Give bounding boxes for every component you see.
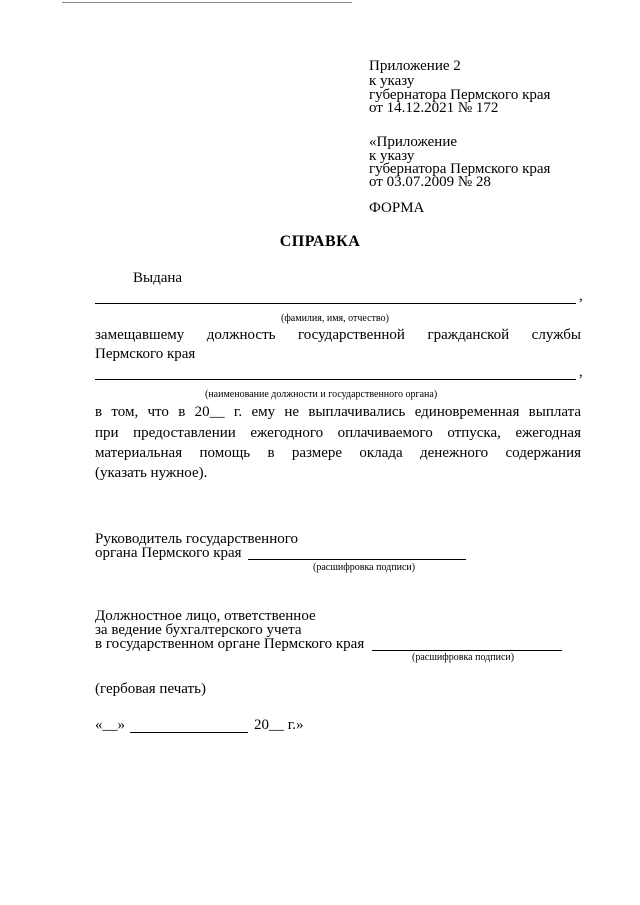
fio-fill-line[interactable] — [95, 303, 576, 304]
quote-header-appendix: «Приложение — [369, 134, 458, 150]
date-month-line[interactable] — [130, 732, 248, 733]
para2-line1: в том, что в 20__ г. ему не выплачивались единовременная выплата — [95, 404, 581, 420]
official-sign-line3: в государственном органе Пермского края — [95, 636, 365, 652]
seal-label: (гербовая печать) — [95, 681, 206, 697]
para2-line2: при предоставлении ежегодного оплачиваемого отпуска, ежегодная — [95, 425, 581, 441]
official-signature-line[interactable] — [372, 650, 562, 651]
header-date: от 14.12.2021 № 172 — [369, 100, 499, 116]
para1-line2: Пермского края — [95, 346, 196, 362]
official-sign-line1: Должностное лицо, ответственное — [95, 608, 316, 624]
quote-header-to-decree: к указу — [369, 148, 415, 164]
issued-label: Выдана — [133, 270, 183, 286]
para2-line3: материальная помощь в размере оклада денежного содержания — [95, 445, 581, 461]
official-sign-caption: (расшифровка подписи) — [412, 652, 515, 663]
head-signature-line[interactable] — [248, 559, 466, 560]
head-sign-line1: Руководитель государственного — [95, 531, 299, 547]
fio-comma: , — [579, 288, 583, 304]
document-title: СПРАВКА — [279, 233, 361, 250]
date-day: «__» — [95, 717, 125, 733]
quote-header-date: от 03.07.2009 № 28 — [369, 174, 491, 190]
header-governor: губернатора Пермского края — [369, 87, 551, 103]
head-sign-caption: (расшифровка подписи) — [313, 562, 416, 573]
caption-fio: (фамилия, имя, отчество) — [281, 313, 389, 324]
official-sign-line2: за ведение бухгалтерского учета — [95, 622, 302, 638]
form-label: ФОРМА — [369, 200, 425, 216]
caption-position: (наименование должности и государственного органа) — [205, 389, 438, 400]
header-appendix: Приложение 2 — [369, 58, 461, 74]
quote-header-governor: губернатора Пермского края — [369, 161, 551, 177]
date-year: 20__ г.» — [254, 717, 304, 733]
head-sign-line2: органа Пермского края — [95, 545, 242, 561]
position-fill-line[interactable] — [95, 379, 576, 380]
para1-line1: замещавшему должность государственной гражданской службы — [95, 327, 581, 343]
top-border-line — [62, 2, 352, 3]
header-to-decree: к указу — [369, 73, 415, 89]
para2-line4: (указать нужное). — [95, 465, 208, 481]
position-comma: , — [579, 364, 583, 380]
